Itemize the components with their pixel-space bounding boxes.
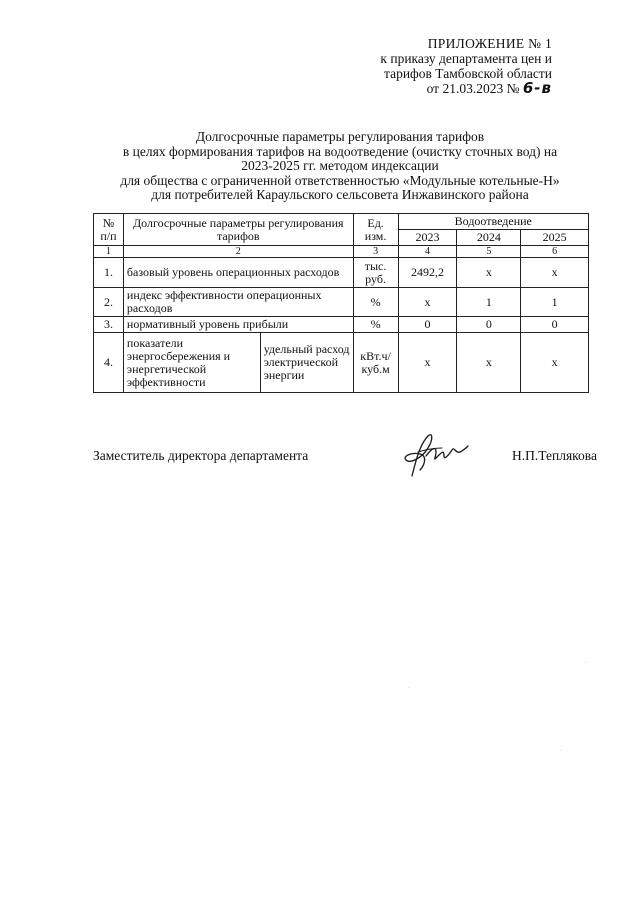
row-param: базовый уровень операционных расходов xyxy=(123,258,353,288)
appendix-date-line xyxy=(322,81,552,96)
signatory-name: Н.П.Теплякова xyxy=(512,448,597,463)
header-group-wastewater: Водоотведение xyxy=(398,214,588,230)
appendix-date: от 21.03.2023 № xyxy=(426,81,520,96)
row-unit: % xyxy=(353,317,398,333)
row-unit: % xyxy=(353,288,398,317)
title-line-1: Долгосрочные параметры регулирования тарифов xyxy=(195,129,485,144)
title-line-3: 2023-2025 гг. методом индексации xyxy=(241,158,439,173)
signature-block xyxy=(93,444,597,504)
row-value-2024: 1 xyxy=(457,288,521,317)
row-value-2023: х xyxy=(398,333,457,393)
table-row xyxy=(94,258,589,288)
title-line-2: в целях формирования тарифов на водоотведение (очистку сточных вод) на xyxy=(122,143,558,159)
col-number: 5 xyxy=(457,246,521,258)
table-row xyxy=(94,333,589,393)
col-number: 3 xyxy=(353,246,398,258)
row-value-2023: х xyxy=(398,288,457,317)
row-unit: тыс. руб. xyxy=(353,258,398,288)
handwritten-signature xyxy=(398,430,470,482)
row-param: индекс эффективности операционных расходов xyxy=(123,288,353,317)
row-num: 1. xyxy=(94,258,124,288)
row-value-2025: 0 xyxy=(521,317,589,333)
appendix-header xyxy=(322,36,552,96)
row-num: 4. xyxy=(94,333,124,393)
row-value-2023: 0 xyxy=(398,317,457,333)
title-line-5: для потребителей Караульского сельсовета Инжавинского района xyxy=(151,187,529,202)
column-number-row xyxy=(94,246,589,258)
header-param: Долгосрочные параметры регулирования тарифов xyxy=(123,214,353,246)
row-num: 2. xyxy=(94,288,124,317)
signatory-position: Заместитель директора департамента xyxy=(93,448,309,463)
row-value-2024: 0 xyxy=(457,317,521,333)
header-unit: Ед. изм. xyxy=(353,214,398,246)
appendix-department-line: тарифов Тамбовской области xyxy=(384,66,552,81)
row-num: 3. xyxy=(94,317,124,333)
row-value-2024: х xyxy=(457,258,521,288)
scan-speck: · xyxy=(585,660,587,666)
header-num: № п/п xyxy=(94,214,124,246)
header-year-2023: 2023 xyxy=(398,230,457,246)
row-param: нормативный уровень прибыли xyxy=(123,317,353,333)
appendix-order-line: к приказу департамента цен и xyxy=(380,51,552,66)
col-number: 4 xyxy=(398,246,457,258)
parameters-table xyxy=(93,213,589,393)
row-unit: кВт.ч/ куб.м xyxy=(353,333,398,393)
row-value-2024: х xyxy=(457,333,521,393)
handwritten-order-number: 6-в xyxy=(522,79,552,97)
table-row xyxy=(94,288,589,317)
row-param: показатели энергосбережения и энергетической эффективности xyxy=(123,333,260,393)
table-header-row xyxy=(94,214,589,230)
row-value-2025: х xyxy=(521,258,589,288)
row-value-2023: 2492,2 xyxy=(398,258,457,288)
row-subparam: удельный расход электрической энергии xyxy=(260,333,353,393)
col-number: 1 xyxy=(94,246,124,258)
row-value-2025: 1 xyxy=(521,288,589,317)
table-row xyxy=(94,317,589,333)
scan-speck: · xyxy=(560,748,562,754)
col-number: 2 xyxy=(123,246,353,258)
document-title xyxy=(90,130,590,203)
row-value-2025: х xyxy=(521,333,589,393)
appendix-title: ПРИЛОЖЕНИЕ № 1 xyxy=(427,36,552,51)
header-year-2025: 2025 xyxy=(521,230,589,246)
title-line-4: для общества с ограниченной ответственностью «Модульные котельные-Н» xyxy=(120,172,560,188)
col-number: 6 xyxy=(521,246,589,258)
scan-speck: · xyxy=(408,685,410,691)
header-year-2024: 2024 xyxy=(457,230,521,246)
